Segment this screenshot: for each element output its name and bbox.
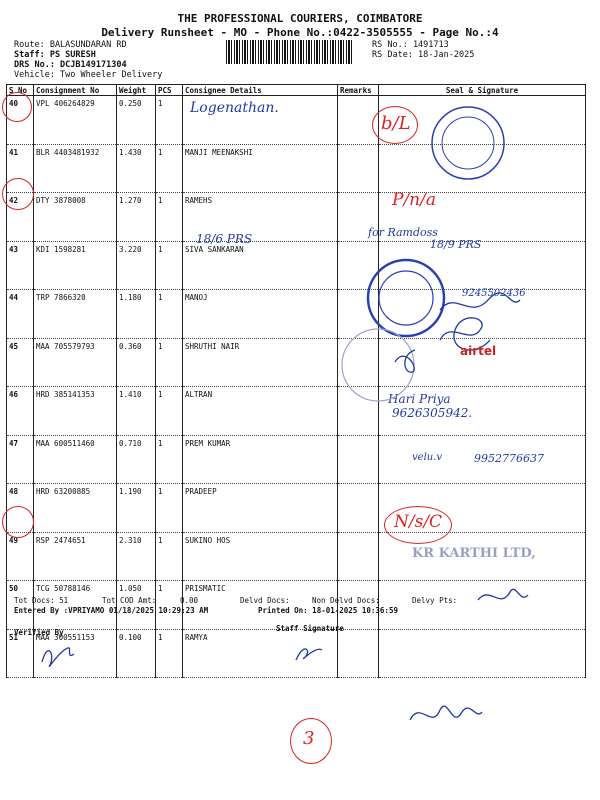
cell-sno: 41 bbox=[7, 144, 34, 193]
cell-sno: 42 bbox=[7, 193, 34, 242]
company-seal-faint bbox=[342, 329, 414, 401]
cell-weight: 0.710 bbox=[117, 435, 156, 484]
footer-non-delvd: Non Delvd Docs: bbox=[312, 596, 380, 605]
cell-weight: 2.310 bbox=[117, 532, 156, 581]
footer-tot-cod: Tot COD Amt: bbox=[102, 596, 157, 605]
cell-sno: 45 bbox=[7, 338, 34, 387]
col-consignee: Consignee Details bbox=[183, 85, 338, 96]
cell-weight: 1.050 bbox=[117, 581, 156, 630]
company-title: THE PROFESSIONAL COURIERS, COIMBATORE bbox=[177, 12, 423, 25]
red-mark-42: P/n/a bbox=[392, 190, 436, 210]
cell-pcs: 1 bbox=[156, 581, 183, 630]
handwritten-name-40: Logenathan. bbox=[190, 100, 279, 116]
cell-weight: 0.360 bbox=[117, 338, 156, 387]
staff-signature-label: Staff Signature bbox=[276, 624, 344, 633]
footer-delvd: Delvd Docs: bbox=[240, 596, 290, 605]
col-sno: S No bbox=[7, 85, 34, 96]
route: Route: BALASUNDARAN RD bbox=[14, 40, 127, 50]
cell-pcs: 1 bbox=[156, 484, 183, 533]
handwritten-43b: for Ramdoss bbox=[368, 226, 438, 239]
handwritten-47-phone: 9626305942. bbox=[392, 406, 473, 420]
cell-consignee: PREM KUMAR bbox=[183, 435, 338, 484]
cell-weight: 0.100 bbox=[117, 629, 156, 678]
signature-staff bbox=[296, 649, 322, 660]
cell-pcs: 1 bbox=[156, 629, 183, 678]
cell-consignee: SHRUTHI NAIR bbox=[183, 338, 338, 387]
signature-delvy bbox=[478, 589, 528, 600]
cell-weight: 1.190 bbox=[117, 484, 156, 533]
cell-pcs: 1 bbox=[156, 96, 183, 145]
cell-weight: 1.430 bbox=[117, 144, 156, 193]
handwritten-44-phone: 9245502436 bbox=[462, 288, 526, 299]
cell-consignee: RAMYA bbox=[183, 629, 338, 678]
col-pcs: PCS bbox=[156, 85, 183, 96]
handwritten-43: 18/6 PRS bbox=[196, 232, 253, 246]
cell-sno: 49 bbox=[7, 532, 34, 581]
footer-entered-by: Entered By :VPRIYAMO 01/18/2025 10:29:23 AM bbox=[14, 606, 209, 615]
cell-weight: 1.180 bbox=[117, 290, 156, 339]
cell-sno: 44 bbox=[7, 290, 34, 339]
bank-stamp bbox=[432, 107, 504, 179]
cell-consignee: MANJI MEENAKSHI bbox=[183, 144, 338, 193]
cell-weight: 3.220 bbox=[117, 241, 156, 290]
cell-consignment: DTY 3878008 bbox=[34, 193, 117, 242]
cell-pcs: 1 bbox=[156, 193, 183, 242]
red-page-number: 3 bbox=[303, 728, 315, 749]
col-seal: Seal & Signature bbox=[379, 85, 586, 96]
cell-consignee: SIVA SANKARAN bbox=[183, 241, 338, 290]
rs-no: RS No.: 1491713 bbox=[372, 40, 449, 50]
kr-stamp: KR KARTHI LTD, bbox=[412, 546, 536, 561]
cell-consignment: RSP 2474651 bbox=[34, 532, 117, 581]
verified-by-label: Verified By bbox=[14, 628, 64, 637]
cell-pcs: 1 bbox=[156, 387, 183, 436]
runsheet-subtitle: Delivery Runsheet - MO - Phone No.:0422-3505555 - Page No.:4 bbox=[101, 26, 499, 39]
cell-pcs: 1 bbox=[156, 338, 183, 387]
cell-sno: 51 bbox=[7, 629, 34, 678]
vehicle: Vehicle: Two Wheeler Delivery bbox=[14, 70, 163, 80]
footer-printed-on: Printed On: 18-01-2025 10:36:59 bbox=[258, 606, 398, 615]
cell-consignment: MAA 600511460 bbox=[34, 435, 117, 484]
footer-tot-docs: Tot Docs: 51 bbox=[14, 596, 69, 605]
cell-consignment: TRP 7866320 bbox=[34, 290, 117, 339]
signature-verified bbox=[42, 648, 74, 667]
cell-consignment: VPL 406264829 bbox=[34, 96, 117, 145]
signature-bottom-right bbox=[410, 706, 482, 720]
cell-consignee: MANOJ bbox=[183, 290, 338, 339]
cell-consignment: HRD 63200885 bbox=[34, 484, 117, 533]
cell-sno: 40 bbox=[7, 96, 34, 145]
airtel-stamp: airtel bbox=[460, 344, 497, 358]
handwritten-47-name: Hari Priya bbox=[388, 392, 451, 406]
cell-sno: 48 bbox=[7, 484, 34, 533]
cell-sno: 50 bbox=[7, 581, 34, 630]
cell-pcs: 1 bbox=[156, 532, 183, 581]
cell-pcs: 1 bbox=[156, 435, 183, 484]
cell-pcs: 1 bbox=[156, 241, 183, 290]
col-remarks: Remarks bbox=[338, 85, 379, 96]
swiggy-stamp bbox=[368, 260, 444, 336]
cell-consignment: TCG 50788146 bbox=[34, 581, 117, 630]
handwritten-48-name: velu.v bbox=[412, 452, 443, 463]
cell-consignment: BLR 4403481932 bbox=[34, 144, 117, 193]
cell-consignee: RAMEHS bbox=[183, 193, 338, 242]
cell-sno: 46 bbox=[7, 387, 34, 436]
cell-consignee: SUKINO HOS bbox=[183, 532, 338, 581]
cell-weight: 1.410 bbox=[117, 387, 156, 436]
cell-consignment: KDI 1598281 bbox=[34, 241, 117, 290]
cell-consignee: ALTRAN bbox=[183, 387, 338, 436]
col-weight: Weight bbox=[117, 85, 156, 96]
cell-consignment: MAA 705579793 bbox=[34, 338, 117, 387]
handwritten-43c: 18/9 PRS bbox=[430, 238, 482, 251]
cell-weight: 0.250 bbox=[117, 96, 156, 145]
cell-consignment: MAA 300551153 bbox=[34, 629, 117, 678]
cell-pcs: 1 bbox=[156, 144, 183, 193]
cell-pcs: 1 bbox=[156, 290, 183, 339]
footer-delvy-pts: Delvy Pts: bbox=[412, 596, 458, 605]
signature-44 bbox=[440, 293, 520, 310]
handwritten-48-phone: 9952776637 bbox=[474, 452, 544, 465]
cell-consignee: PRADEEP bbox=[183, 484, 338, 533]
cell-sno: 43 bbox=[7, 241, 34, 290]
footer-tot-cod-val: 0.00 bbox=[180, 596, 199, 605]
col-consignment: Consignment No bbox=[34, 85, 117, 96]
cell-sno: 47 bbox=[7, 435, 34, 484]
cell-consignee: PRISMATIC bbox=[183, 581, 338, 630]
staff: Staff: PS SURESH bbox=[14, 50, 96, 60]
cell-consignment: HRD 385141353 bbox=[34, 387, 117, 436]
red-mark-40: b/L bbox=[381, 113, 411, 134]
drs-no: DRS No.: DCJB149171304 bbox=[14, 60, 127, 70]
rs-date: RS Date: 18-Jan-2025 bbox=[372, 50, 475, 60]
cell-weight: 1.270 bbox=[117, 193, 156, 242]
red-mark-50: N/s/C bbox=[394, 512, 443, 532]
